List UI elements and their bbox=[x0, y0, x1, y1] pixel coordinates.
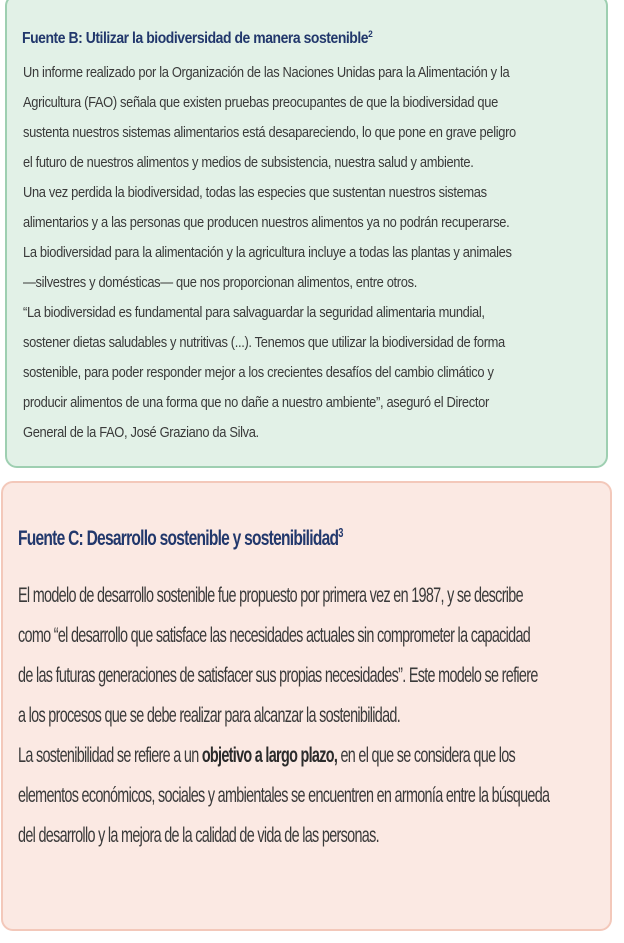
fuente-b-line: La biodiversidad para la alimentación y la agricultura incluye a todas las plantas y animales bbox=[23, 244, 512, 261]
fuente-c-line bbox=[18, 744, 515, 768]
fuente-b-line: el futuro de nuestros alimentos y medios de subsistencia, nuestra salud y ambiente. bbox=[23, 154, 474, 171]
fuente-b-line: sostenible, para poder responder mejor a los crecientes desafíos del cambio climático y bbox=[23, 364, 494, 381]
fuente-c-title-text: Fuente C: Desarrollo sostenible y sostenibilidad bbox=[18, 527, 339, 550]
fuente-c-line: de las futuras generaciones de satisfacer sus propias necesidades”. Este modelo se refiere bbox=[18, 664, 538, 687]
fuente-b-line: sostener dietas saludables y nutritivas (...). Tenemos que utilizar la biodiversidad de forma bbox=[23, 334, 505, 351]
fuente-b-line: alimentarios y a las personas que producen nuestros alimentos ya no podrán recuperarse. bbox=[23, 214, 510, 231]
fuente-b-line: sustenta nuestros sistemas alimentarios está desapareciendo, lo que pone en grave peligro bbox=[23, 124, 516, 141]
fuente-c-line: elementos económicos, sociales y ambientales se encuentren en armonía entre la búsqueda bbox=[18, 784, 550, 807]
fuente-c-line-text: La sostenibilidad se refiere a un bbox=[18, 744, 202, 767]
fuente-c-footnote: 3 bbox=[338, 526, 343, 540]
fuente-b-line: Agricultura (FAO) señala que existen pruebas preocupantes de que la biodiversidad que bbox=[23, 94, 498, 111]
fuente-c-title bbox=[18, 527, 343, 551]
fuente-b-line: —silvestres y domésticas— que nos proporcionan alimentos, entre otros. bbox=[23, 274, 417, 291]
fuente-c-line: El modelo de desarrollo sostenible fue propuesto por primera vez en 1987, y se describe bbox=[18, 584, 523, 607]
fuente-c-line-text: en el que se considera que los bbox=[337, 744, 516, 767]
fuente-b-line: Una vez perdida la biodiversidad, todas las especies que sustentan nuestros sistemas bbox=[23, 184, 487, 201]
fuente-c-line: como “el desarrollo que satisface las necesidades actuales sin comprometer la capacidad bbox=[18, 624, 531, 647]
fuente-b-title bbox=[22, 30, 372, 48]
fuente-b-line: “La biodiversidad es fundamental para salvaguardar la seguridad alimentaria mundial, bbox=[23, 304, 485, 321]
fuente-b-line: Un informe realizado por la Organización de las Naciones Unidas para la Alimentación y la bbox=[23, 64, 510, 81]
fuente-c-line: a los procesos que se debe realizar para alcanzar la sostenibilidad. bbox=[18, 704, 401, 727]
fuente-c-line: del desarrollo y la mejora de la calidad de vida de las personas. bbox=[18, 824, 379, 847]
fuente-b-title-text: Fuente B: Utilizar la biodiversidad de manera sostenible bbox=[22, 30, 369, 47]
fuente-b-line: General de la FAO, José Graziano da Silva. bbox=[23, 424, 259, 441]
fuente-c-bold-phrase: objetivo a largo plazo, bbox=[201, 744, 338, 767]
fuente-b-line: producir alimentos de una forma que no dañe a nuestro ambiente”, aseguró el Director bbox=[23, 394, 489, 411]
fuente-b-footnote: 2 bbox=[368, 28, 373, 39]
